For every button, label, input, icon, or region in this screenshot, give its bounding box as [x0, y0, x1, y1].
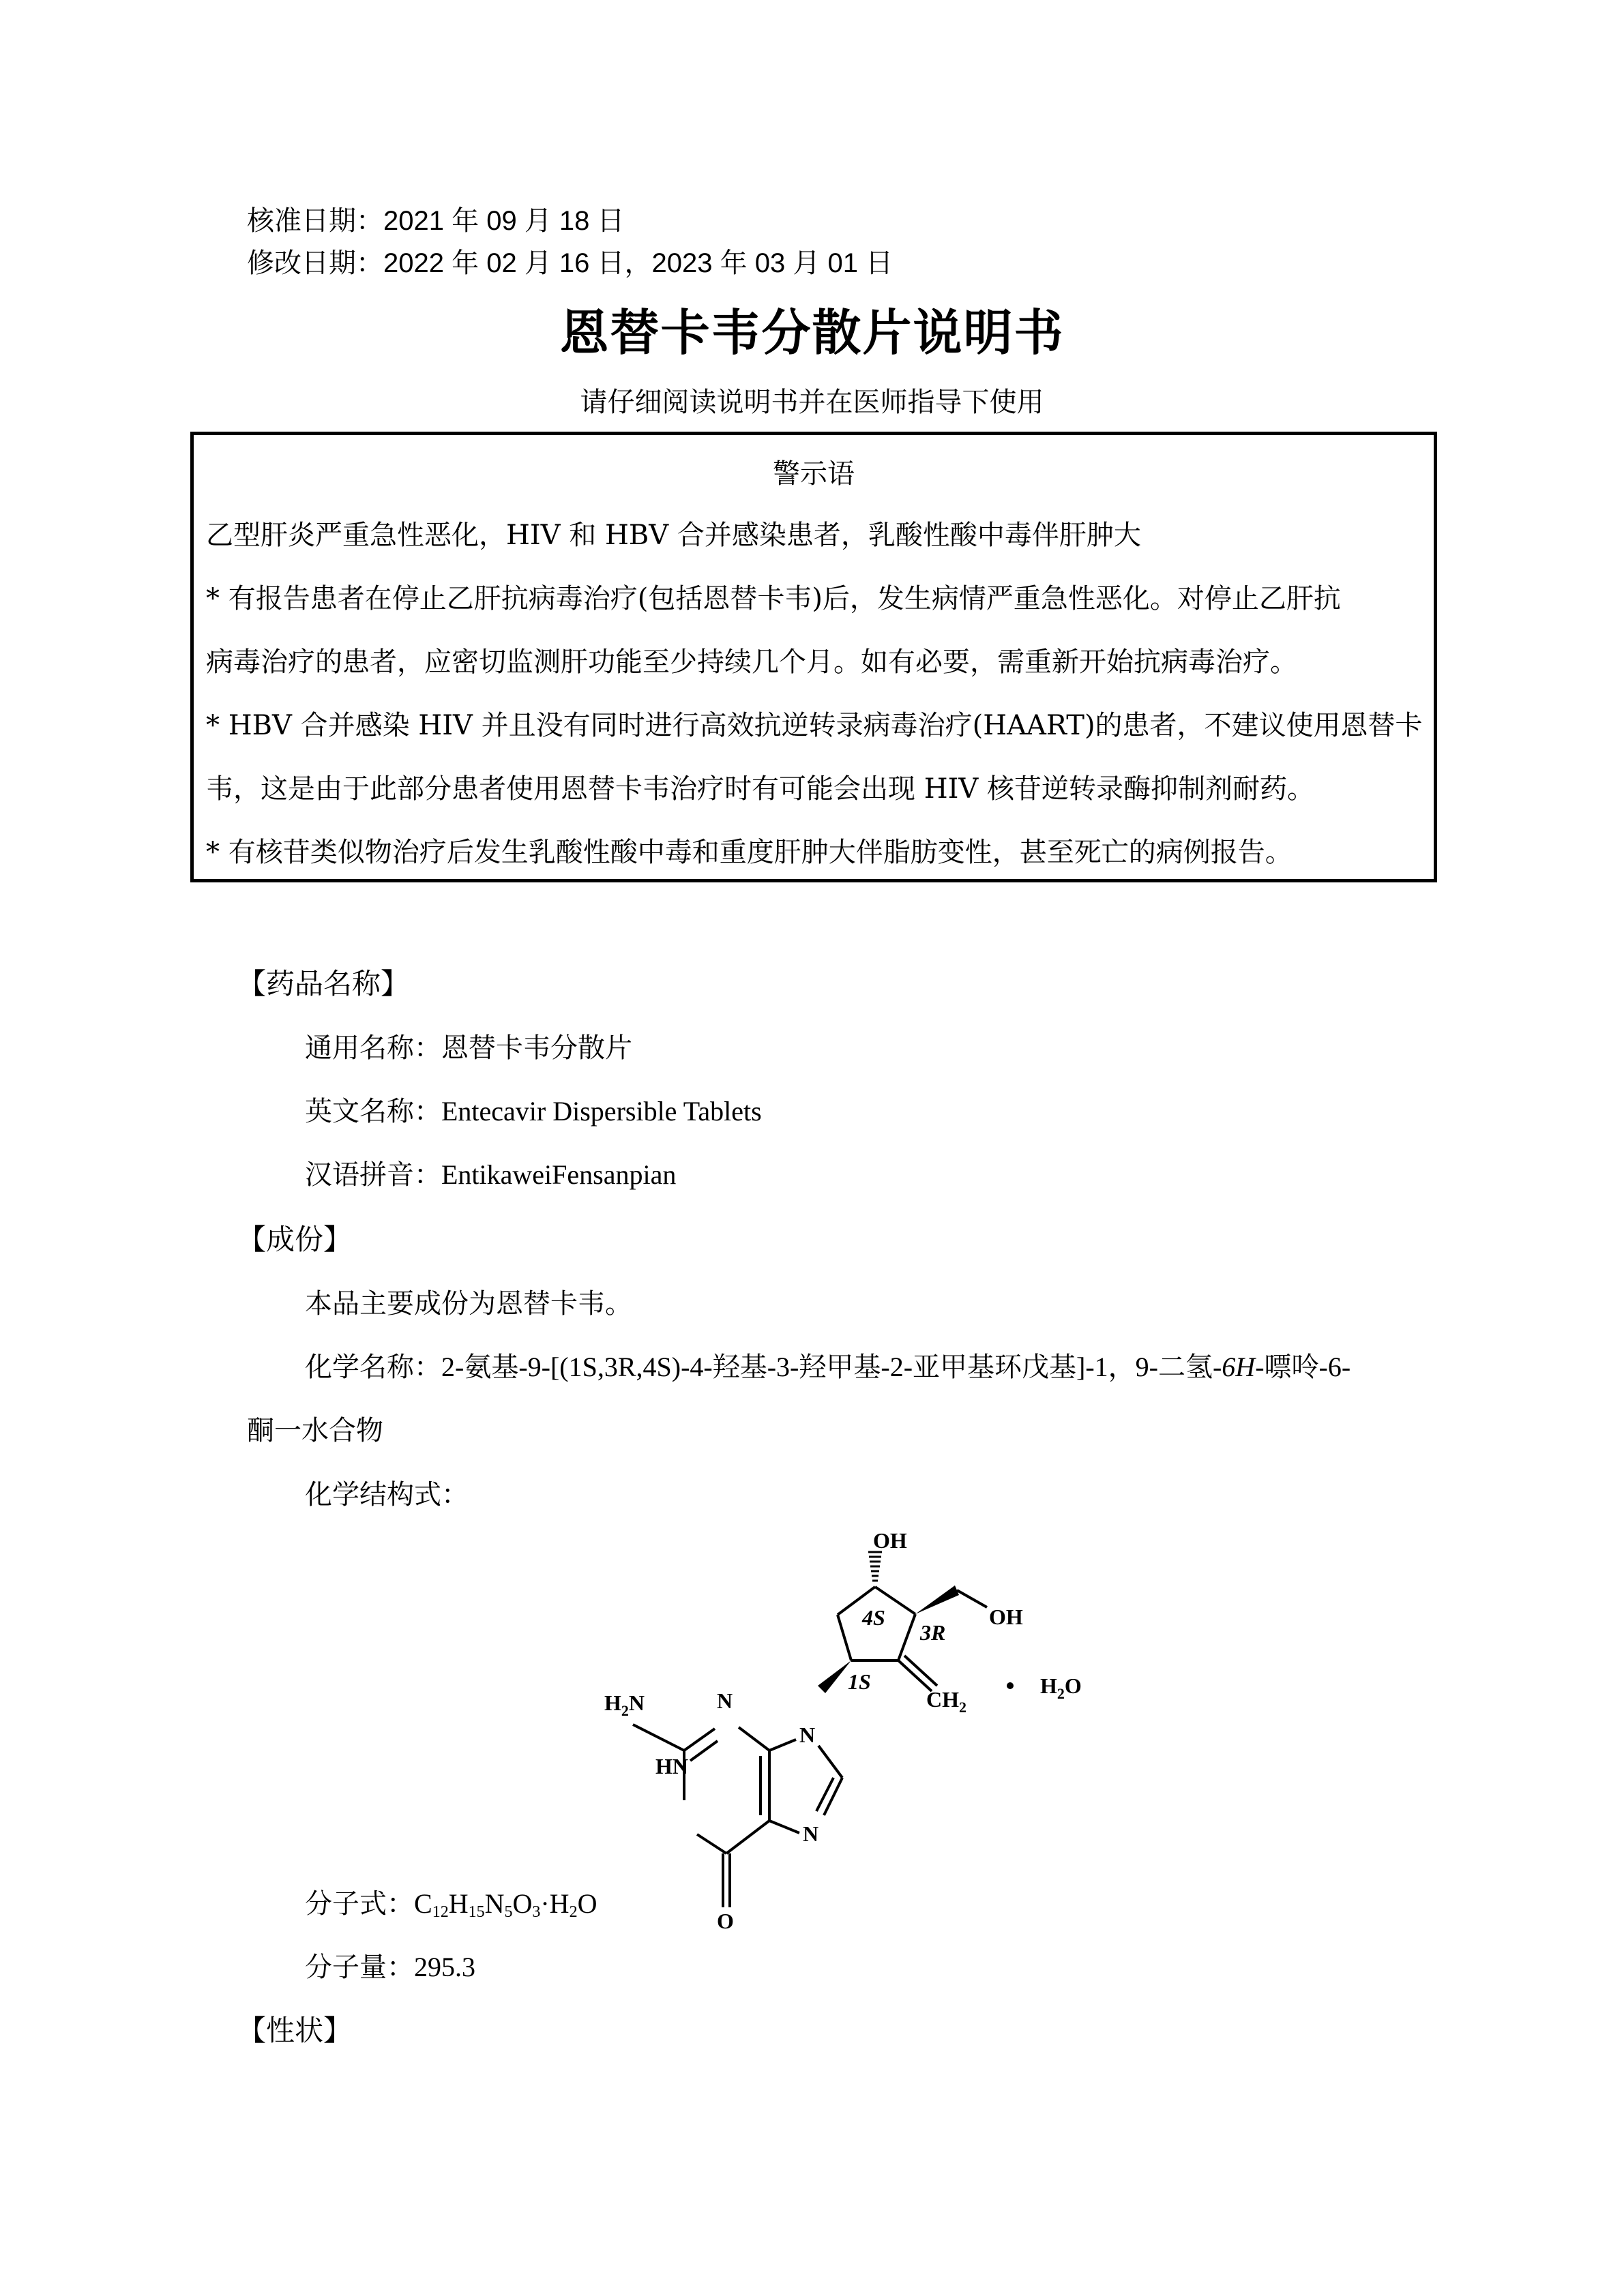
structure-label: 化学结构式：: [305, 1479, 469, 1510]
label-oh-top: OH: [873, 1528, 907, 1553]
warning-line: 韦，这是由于此部分患者使用恩替卡韦治疗时有可能会出现 HIV 核苷逆转录酶抑制剂耐药。: [206, 773, 1314, 805]
bond: [824, 1778, 842, 1815]
bond: [898, 1614, 915, 1660]
warning-line: 病毒治疗的患者，应密切监测肝功能至少持续几个月。如有必要，需重新开始抗病毒治疗。: [206, 646, 1297, 678]
label-3r: 3R: [920, 1620, 946, 1645]
label-4s: 4S: [862, 1605, 885, 1630]
section-heading-drug-name: 【药品名称】: [237, 969, 410, 1000]
label-h2n: $H_2N$: [604, 1690, 645, 1719]
bond: [769, 1740, 796, 1750]
section-heading-composition: 【成份】: [237, 1225, 353, 1256]
label-1s: 1S: [848, 1669, 871, 1694]
chemical-name-italic: 6H: [1222, 1352, 1256, 1382]
chemical-name-continuation: 酮一水合物: [247, 1415, 383, 1446]
pinyin-name-value: EntikaweiFensanpian: [441, 1159, 677, 1190]
warning-line: * 有核苷类似物治疗后发生乳酸性酸中毒和重度肝肿大伴脂肪变性，甚至死亡的病例报告。: [206, 837, 1293, 868]
molecular-weight-row: [305, 1945, 475, 1984]
english-name-row: [305, 1090, 762, 1129]
warning-box: [190, 432, 1437, 882]
bond: [838, 1615, 851, 1660]
formula-row: [305, 1882, 597, 1922]
hashed-wedge: [868, 1552, 882, 1581]
warning-line: * 有报告患者在停止乙肝抗病毒治疗(包括恩替卡韦)后，发生病情严重急性恶化。对停止乙肝抗: [206, 583, 1341, 614]
chemical-name-label: 化学名称：: [305, 1352, 441, 1382]
approval-date: 核准日期：2021 年 09 月 18 日: [247, 206, 625, 236]
label-hn: HN: [655, 1754, 688, 1778]
molecular-weight-label: 分子量：: [305, 1952, 414, 1982]
chemical-name-part1: 2-氨基-9-[(1S,3R,4S)-4-羟基-3-羟甲基-2-亚甲基环戊基]-1，9-二氢-: [441, 1352, 1222, 1382]
label-o: O: [717, 1909, 734, 1933]
bond: [697, 1834, 726, 1853]
generic-name-row: [305, 1026, 632, 1065]
bond: [633, 1725, 684, 1750]
label-oh-right: OH: [989, 1605, 1023, 1629]
formula-value: $C_{12}H_{15}N_5O_3\cdot H_2O$: [414, 1888, 597, 1921]
warning-line: * HBV 合并感染 HIV 并且没有同时进行高效抗逆转录病毒治疗(HAART)的患者，不建议使用恩替卡: [206, 710, 1423, 741]
english-name-label: 英文名称：: [305, 1096, 441, 1127]
label-n7: N: [803, 1821, 819, 1846]
label-n3: N: [717, 1688, 733, 1713]
hydrate-dot: [1007, 1682, 1014, 1689]
chemical-name-row: [305, 1345, 1350, 1384]
bond: [957, 1590, 987, 1607]
label-ch2: $CH_2$: [926, 1687, 966, 1716]
warning-heading: 警示语: [773, 458, 855, 489]
pinyin-name-row: [305, 1153, 676, 1192]
chemical-name-part2: -嘌呤-6-: [1255, 1352, 1351, 1382]
molecular-weight-value: 295.3: [414, 1952, 475, 1982]
generic-name-value: 恩替卡韦分散片: [441, 1032, 632, 1063]
solid-wedge: [915, 1585, 959, 1614]
bond: [818, 1746, 842, 1778]
pinyin-name-label: 汉语拼音：: [305, 1159, 441, 1190]
bond: [816, 1778, 833, 1811]
bond: [726, 1821, 769, 1853]
generic-name-label: 通用名称：: [305, 1032, 441, 1063]
warning-line: 乙型肝炎严重急性恶化，HIV 和 HBV 合并感染患者，乳酸性酸中毒伴肝肿大: [206, 520, 1141, 551]
bond: [739, 1727, 769, 1750]
chemical-structure: [587, 1514, 1132, 1933]
english-name-value: Entecavir Dispersible Tablets: [441, 1096, 762, 1127]
revision-date: 修改日期：2022 年 02 月 16 日，2023 年 03 月 01 日: [247, 248, 894, 278]
label-h2o: $H_2O$: [1040, 1673, 1082, 1702]
solid-wedge: [818, 1660, 851, 1693]
document-title: 恩替卡韦分散片说明书: [559, 306, 1065, 361]
label-n9: N: [799, 1723, 816, 1747]
document-subtitle: 请仔细阅读说明书并在医师指导下使用: [580, 387, 1044, 417]
bond: [769, 1821, 799, 1833]
formula-label: 分子式：: [305, 1888, 414, 1919]
composition-main-text: 本品主要成份为恩替卡韦。: [305, 1288, 632, 1319]
section-heading-properties: 【性状】: [237, 2016, 353, 2047]
